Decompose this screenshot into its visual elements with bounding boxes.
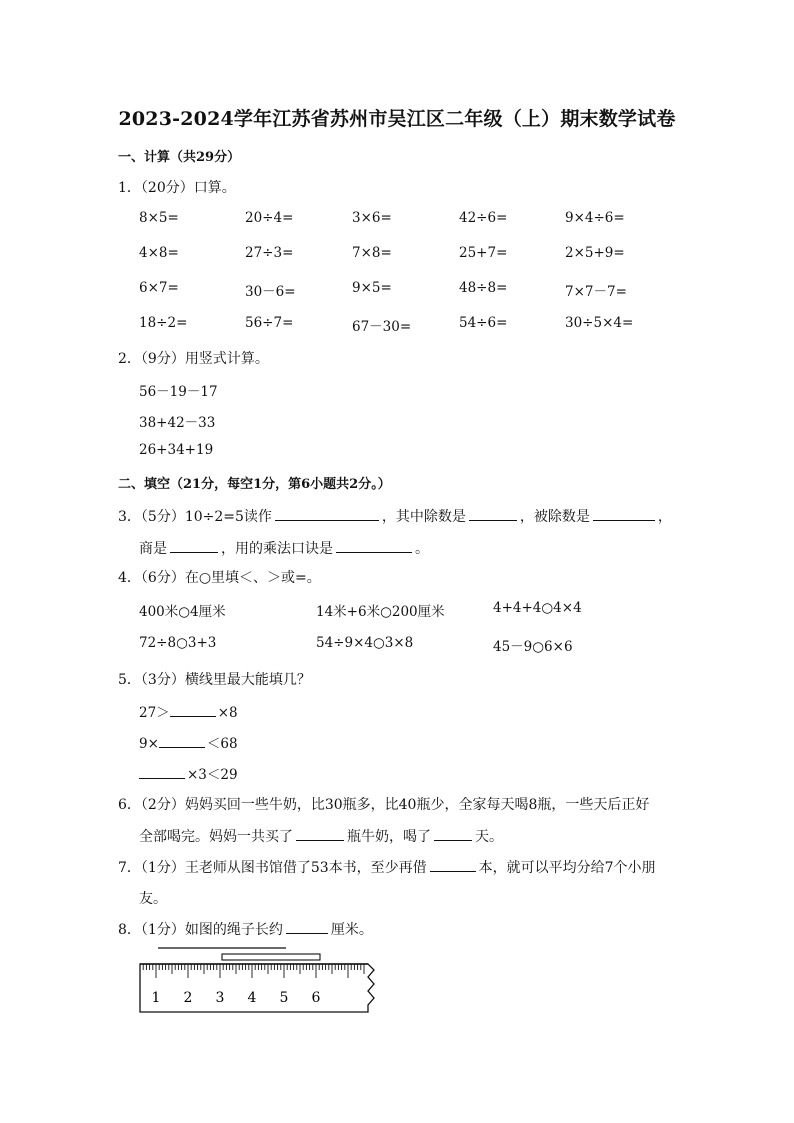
ruler-number: 6	[311, 990, 321, 1006]
mental-math-item: 20÷4=	[245, 210, 294, 226]
mental-math-item: 4×8=	[139, 245, 179, 261]
question-1-label: 1．（20分）口算。	[118, 180, 236, 196]
ruler-number: 4	[247, 990, 257, 1006]
q5-line-2	[139, 732, 238, 752]
mental-math-item: 42÷6=	[459, 210, 508, 226]
q3-text-d: ，	[657, 509, 672, 525]
compare-item[interactable]: 54÷9×4○3×8	[316, 635, 414, 651]
q5-l1-text-a: 27＞	[139, 705, 170, 721]
mental-math-item: 56÷7=	[245, 315, 294, 331]
q3-text-b: ，其中除数是	[381, 509, 466, 525]
ruler	[140, 964, 374, 1012]
question-7-line-1	[118, 857, 656, 877]
q5-blank-3[interactable]	[139, 764, 185, 779]
q5-l3-text-b: ×3＜29	[187, 767, 238, 783]
question-6-line-2	[139, 826, 503, 846]
question-5-label: 5．（3分）横线里最大能填几？	[118, 672, 311, 688]
ruler-body	[140, 964, 374, 1012]
mental-math-item: 54÷6=	[459, 315, 508, 331]
mental-math-item: 30－6=	[245, 284, 296, 300]
q6-blank-days[interactable]	[434, 826, 472, 841]
q3-blank-dividend[interactable]	[593, 506, 655, 521]
q8-blank-length[interactable]	[286, 919, 328, 934]
ruler-number: 3	[215, 990, 225, 1006]
q5-blank-1[interactable]	[170, 702, 216, 717]
vertical-calc-item: 38+42－33	[139, 415, 216, 431]
question-6-line-1: 6．（2分）妈妈买回一些牛奶，比30瓶多，比40瓶少，全家每天喝8瓶，一些天后正好	[118, 797, 650, 813]
q5-line-3	[139, 763, 238, 783]
q5-l1-text-b: ×8	[217, 705, 238, 721]
q3-text-e: 商是	[139, 541, 167, 557]
mental-math-item: 7×7－7=	[565, 284, 627, 300]
question-3-line-2	[139, 538, 429, 558]
section-2-heading: 二、填空（21分，每空1分，第6小题共2分。）	[118, 477, 391, 492]
mental-math-item: 9×5=	[352, 280, 392, 296]
mental-math-item: 27÷3=	[245, 245, 294, 261]
compare-item[interactable]: 400米○4厘米	[139, 604, 226, 620]
mental-math-item: 6×7=	[139, 280, 179, 296]
rope-block	[222, 954, 320, 960]
q5-l2-text-b: ＜68	[206, 736, 238, 752]
mental-math-item: 30÷5×4=	[565, 315, 634, 331]
q7-blank-books[interactable]	[430, 857, 476, 872]
exam-title: 2023-2024学年江苏省苏州市吴江区二年级（上）期末数学试卷	[118, 108, 676, 130]
q7-text-b: 本，就可以平均分给7个小朋	[478, 860, 656, 876]
section-1-heading: 一、计算（共29分）	[118, 150, 241, 165]
ruler-rope-figure	[136, 942, 386, 1016]
mental-math-item: 7×8=	[352, 245, 392, 261]
ruler-number: 5	[279, 990, 289, 1006]
q8-text-b: 厘米。	[330, 922, 373, 938]
q6-text-b: 瓶牛奶，喝了	[347, 829, 431, 845]
q3-blank-divisor[interactable]	[469, 506, 517, 521]
q6-text-c: 天。	[475, 829, 503, 845]
compare-item[interactable]: 45－9○6×6	[493, 639, 573, 655]
q3-blank-formula[interactable]	[336, 538, 412, 553]
q8-text-a: 8．（1分）如图的绳子长约	[118, 922, 283, 938]
vertical-calc-item: 56－19－17	[139, 384, 218, 400]
question-3-line-1	[118, 506, 672, 526]
mental-math-item: 3×6=	[352, 210, 392, 226]
mental-math-item: 25+7=	[459, 245, 508, 261]
q3-text-f: ，用的乘法口诀是	[221, 541, 333, 557]
q3-text-g: 。	[415, 541, 429, 557]
mental-math-item: 67－30=	[352, 319, 412, 335]
compare-item[interactable]: 4+4+4○4×4	[493, 600, 582, 616]
q5-l2-text-a: 9×	[139, 736, 159, 752]
q3-text-c: ，被除数是	[519, 509, 590, 525]
question-8-label	[118, 919, 373, 939]
mental-math-item: 8×5=	[139, 210, 179, 226]
q3-blank-quotient[interactable]	[170, 538, 218, 553]
q3-text-a: 3．（5分）10÷2=5读作	[118, 509, 272, 525]
q6-blank-bottles[interactable]	[296, 826, 344, 841]
compare-item[interactable]: 72÷8○3+3	[139, 635, 217, 651]
mental-math-item: 18÷2=	[139, 315, 188, 331]
q7-text-a: 7．（1分）王老师从图书馆借了53本书，至少再借	[118, 860, 427, 876]
question-4-label: 4．（6分）在○里填＜、＞或=。	[118, 570, 321, 586]
vertical-calc-item: 26+34+19	[139, 442, 214, 458]
ruler-number: 1	[151, 990, 161, 1006]
mental-math-item: 48÷8=	[459, 280, 508, 296]
q5-line-1	[139, 701, 238, 721]
question-7-line-2: 友。	[139, 891, 167, 907]
q6-text-a: 全部喝完。妈妈一共买了	[139, 829, 293, 845]
compare-item[interactable]: 14米+6米○200厘米	[316, 604, 445, 620]
mental-math-item: 2×5+9=	[565, 245, 625, 261]
q5-blank-2[interactable]	[159, 733, 205, 748]
q3-blank-reading[interactable]	[275, 506, 379, 521]
question-2-label: 2．（9分）用竖式计算。	[118, 351, 269, 367]
mental-math-item: 9×4÷6=	[565, 210, 625, 226]
ruler-number: 2	[183, 990, 193, 1006]
